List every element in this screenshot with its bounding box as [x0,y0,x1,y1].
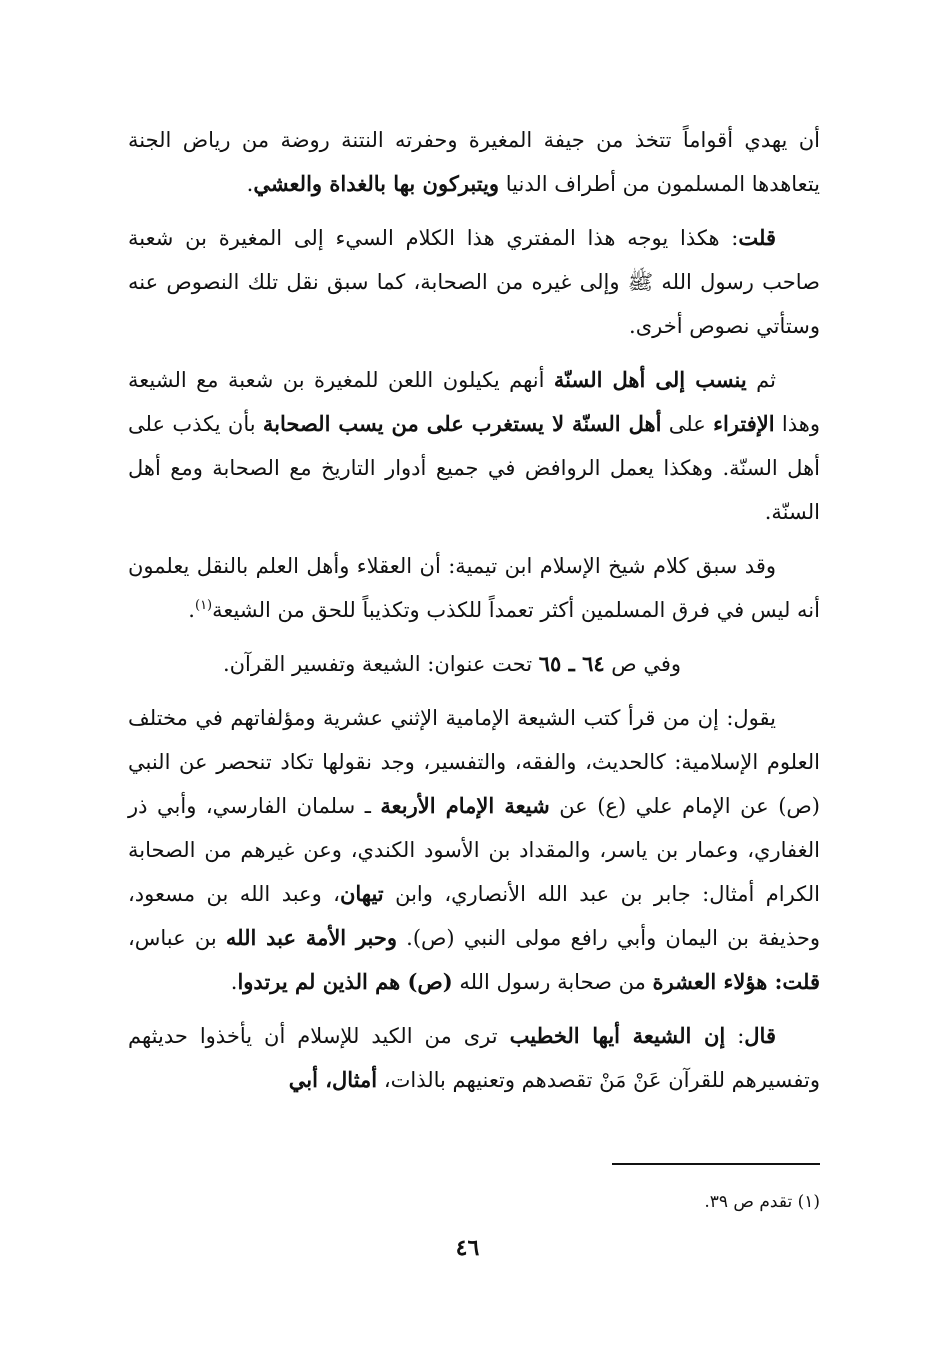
text-segment: : هكذا يوجه هذا المفتري هذا الكلام السيء إلى المغيرة بن شعبة صاحب رسول الله ﷺ وإلى غيره من الصحابة، كما سبق نقل تلك النصوص عنه وستأتي نصوص أخرى. [128,226,820,338]
bold-segment: ٦٤ ـ ٦٥ [538,651,605,676]
text-segment: من صحابة رسول الله [452,970,653,994]
text-segment: يقول: إن من قرأ كتب الشيعة الإمامية الإثني عشرية ومؤلفاتهم في مختلف العلوم الإسلامية: كالحديث، والفقه، والتفسير، وجد نقولها تكاد تنحصر عن النبي (ص) عن الإمام علي (ع) عن [128,706,820,818]
paragraph-1 [128,118,820,206]
bold-segment: وحبر الأمة عبد الله [225,925,397,950]
page-number: ٤٦ [455,1235,480,1261]
bold-segment: أهل السنّة لا يستغرب على من يسب الصحابة [262,411,662,436]
bold-segment: أمثال، أبي [288,1067,378,1092]
text-segment: . [246,172,254,196]
bold-segment: إن الشيعة أيها الخطيب [509,1023,726,1048]
paragraph-2 [128,216,820,348]
text-segment: ثم [746,368,776,392]
paragraph-5 [128,642,820,686]
text-segment: ، وعبد الله بن مسعود، وحذيفة بن اليمان وأبي رافع مولى النبي (ص). [128,882,820,950]
text-segment: : [725,1024,745,1048]
bold-segment: شيعة الإمام الأربعة [380,793,550,818]
text-segment: أنهم يكيلون اللعن للمغيرة بن شعبة مع الشيعة وهذا [128,368,820,436]
footnote: (١) تقدم ص ٣٩. [704,1192,820,1212]
bold-segment: الإفتراء [713,411,775,436]
paragraph-4 [128,544,820,632]
text-segment: على [661,412,714,436]
paragraph-6 [128,696,820,1004]
bold-segment: (ص) هم الذين لم يرتدوا [237,969,453,994]
text-segment: تحت عنوان: الشيعة وتفسير القرآن. [222,652,539,676]
text-segment: وقد سبق كلام شيخ الإسلام ابن تيمية: أن العقلاء وأهل العلم بالنقل يعلمون أنه ليس في فرق المسلمين أكثر تعمداً للكذب وتكذيباً للحق من الشيعة [128,554,820,622]
text-segment: . [188,598,195,622]
text-segment: . [230,970,238,994]
text-segment: وفي ص [604,652,682,676]
bold-segment: ينسب إلى أهل السنّة [553,367,747,392]
paragraph-3 [128,358,820,534]
text-segment: أن يهدي أقواماً تتخذ من جيفة المغيرة وحفرته النتنة روضة من رياض الجنة يتعاهدها المسلمون من أطراف الدنيا [128,128,820,196]
footnote-divider [612,1163,820,1165]
text-segment: ـ سلمان الفارسي، وأبي ذر الغفاري، وعمار بن ياسر، والمقداد بن الأسود الكندي، وعن غيرهم من الصحابة الكرام أمثال: جابر بن عبد الله الأنصاري، وابن [128,794,820,906]
paragraph-7 [128,1014,820,1102]
text-segment: ترى من الكيد للإسلام أن يأخذوا حديثهم وتفسيرهم للقرآن عَنْ مَنْ تقصدهم وتعنيهم بالذات، [128,1024,820,1092]
text-segment: بأن يكذب على أهل السنّة. وهكذا يعمل الروافض في جميع أدوار التاريخ مع الصحابة ومع أهل السنّة. [128,412,820,524]
bold-segment: تيهان [339,881,384,906]
text-segment: بن عباس، [128,926,226,950]
body-text [128,118,820,1112]
bold-segment: ويتبركون بها بالغداة والعشي [253,171,500,196]
bold-segment: قلت: هؤلاء العشرة [652,969,820,994]
bold-segment: قلت [738,225,776,250]
footnote-ref: (١) [194,598,213,613]
bold-segment: قال [744,1023,776,1048]
